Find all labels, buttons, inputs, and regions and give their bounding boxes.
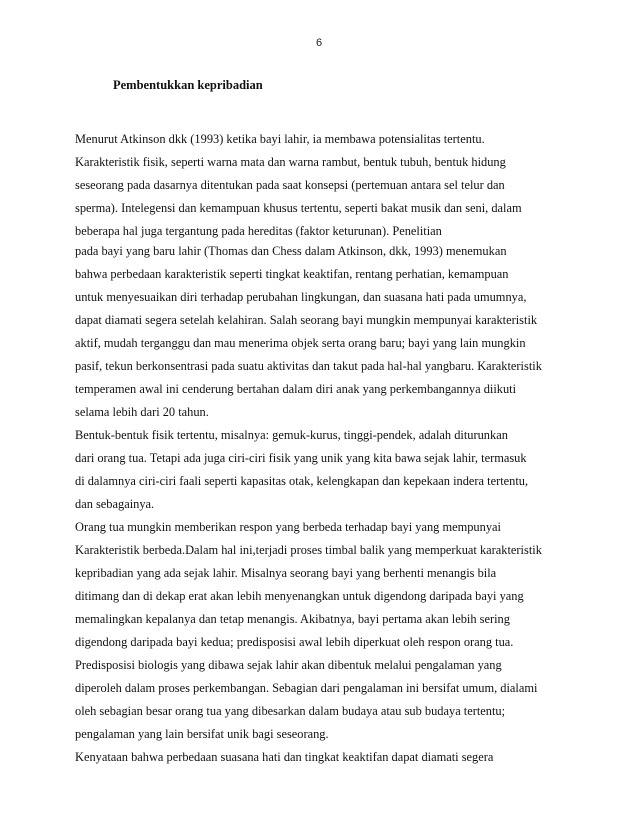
body-line: memalingkan kepalanya dan tetap menangis. Akibatnya, bayi pertama akan lebih sering <box>75 612 510 626</box>
body-line: Predisposisi biologis yang dibawa sejak lahir akan dibentuk melalui pengalaman yang <box>75 658 502 672</box>
body-line: Kenyataan bahwa perbedaan suasana hati dan tingkat keaktifan dapat diamati segera <box>75 750 494 764</box>
body-line: Karakteristik berbeda.Dalam hal ini,terjadi proses timbal balik yang memperkuat karakteristik <box>75 543 542 557</box>
body-line: pada bayi yang baru lahir (Thomas dan Chess dalam Atkinson, dkk, 1993) menemukan <box>75 244 507 258</box>
body-line: Bentuk-bentuk fisik tertentu, misalnya: gemuk-kurus, tinggi-pendek, adalah diturunkan <box>75 428 508 442</box>
body-line: dari orang tua. Tetapi ada juga ciri-ciri fisik yang unik yang kita bawa sejak lahir, termasuk <box>75 451 527 465</box>
body-line: dan sebagainya. <box>75 497 155 511</box>
section-heading: Pembentukkan kepribadian <box>113 78 263 92</box>
body-line: beberapa hal juga tergantung pada hereditas (faktor keturunan). Penelitian <box>75 224 442 238</box>
body-line: temperamen awal ini cenderung bertahan dalam diri anak yang perkembangannya diikuti <box>75 382 517 396</box>
body-line: pengalaman yang lain bersifat unik bagi seseorang. <box>75 727 329 741</box>
body-line: ditimang dan di dekap erat akan lebih menyenangkan untuk digendong daripada bayi yang <box>75 589 524 603</box>
body-line: diperoleh dalam proses perkembangan. Sebagian dari pengalaman ini bersifat umum, dialami <box>75 681 538 695</box>
body-line: Karakteristik fisik, seperti warna mata dan warna rambut, bentuk tubuh, bentuk hidung <box>75 155 506 169</box>
body-line: sperma). Intelegensi dan kemampuan khusus tertentu, seperti bakat musik dan seni, dalam <box>75 201 522 215</box>
body-line: di dalamnya ciri-ciri faali seperti kapasitas otak, kelengkapan dan kepekaan indera tertentu, <box>75 474 529 488</box>
page-number: 6 <box>315 37 323 49</box>
body-line: Orang tua mungkin memberikan respon yang berbeda terhadap bayi yang mempunyai <box>75 520 501 534</box>
body-line: pasif, tekun berkonsentrasi pada suatu aktivitas dan takut pada hal-hal yangbaru. Karakteristik <box>75 359 542 373</box>
body-line: kepribadian yang ada sejak lahir. Misalnya seorang bayi yang berhenti menangis bila <box>75 566 497 580</box>
body-line: selama lebih dari 20 tahun. <box>75 405 209 419</box>
body-line: bahwa perbedaan karakteristik seperti tingkat keaktifan, rentang perhatian, kemampuan <box>75 267 509 281</box>
body-line: oleh sebagian besar orang tua yang dibesarkan dalam budaya atau sub budaya tertentu; <box>75 704 506 718</box>
body-line: digendong daripada bayi kedua; predisposisi awal lebih diperkuat oleh respon orang tua. <box>75 635 514 649</box>
body-line: untuk menyesuaikan diri terhadap perubahan lingkungan, dan suasana hati pada umumnya, <box>75 290 527 304</box>
body-line: seseorang pada dasarnya ditentukan pada saat konsepsi (pertemuan antara sel telur dan <box>75 178 505 192</box>
body-line: aktif, mudah terganggu dan mau menerima objek serta orang baru; bayi yang lain mungkin <box>75 336 526 350</box>
body-line: dapat diamati segera setelah kelahiran. Salah seorang bayi mungkin mempunyai karakteristik <box>75 313 538 327</box>
body-line: Menurut Atkinson dkk (1993) ketika bayi lahir, ia membawa potensialitas tertentu. <box>75 132 485 146</box>
